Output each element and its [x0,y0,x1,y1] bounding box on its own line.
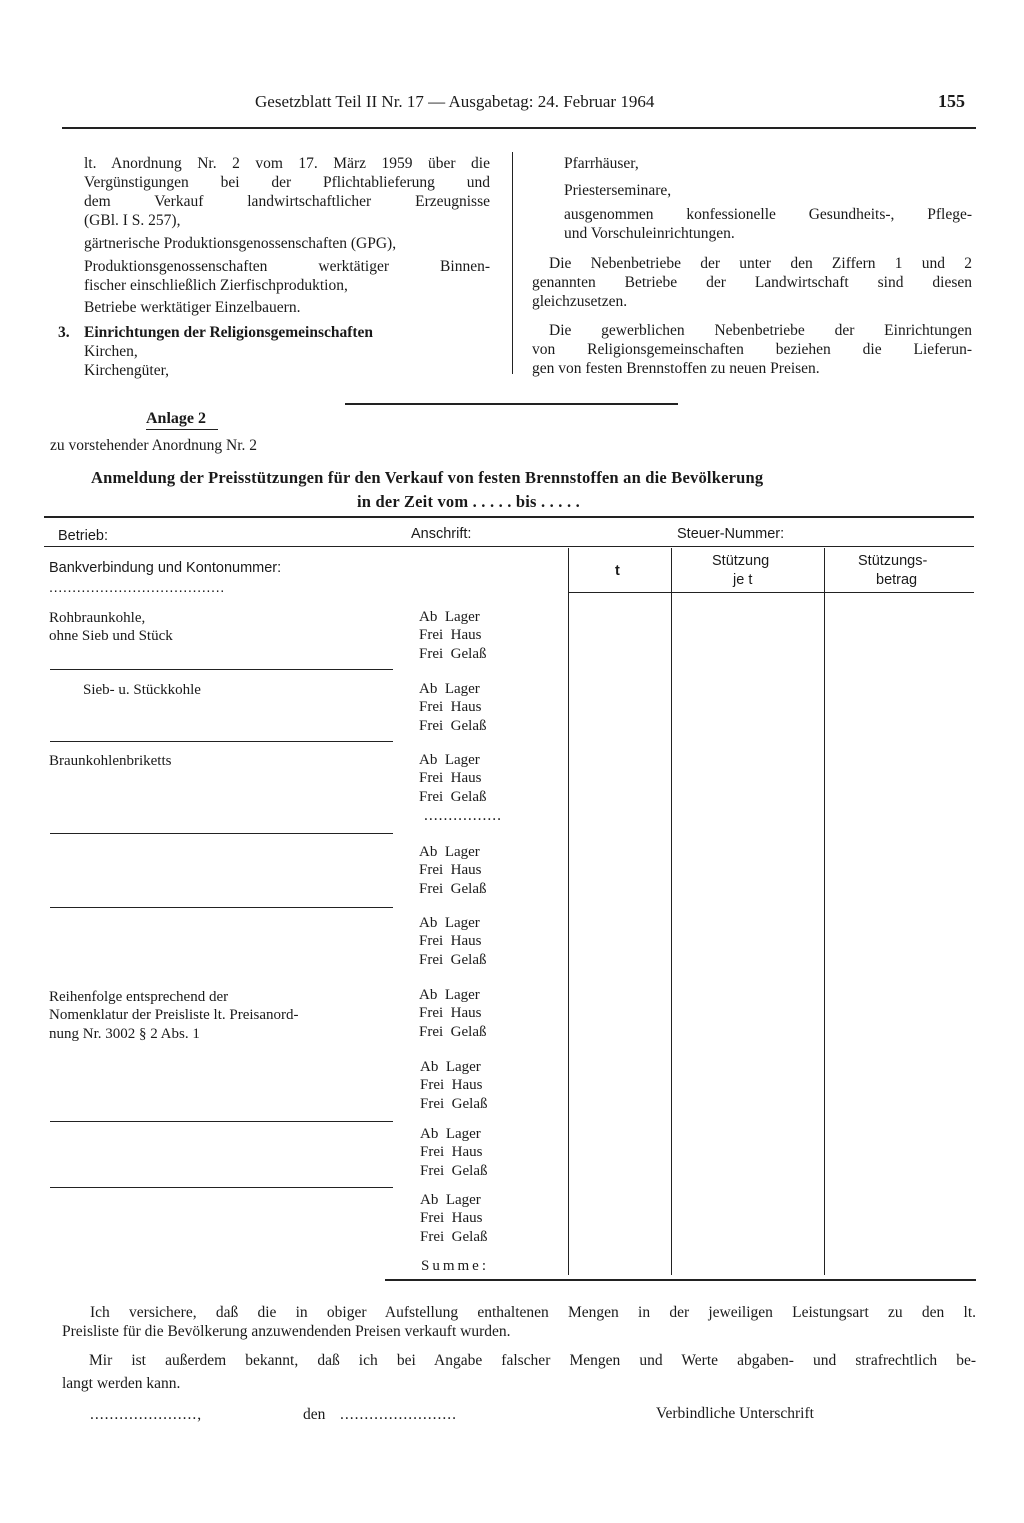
delivery-terms-9: Ab Lager Frei Haus Frei Gelaß [420,1192,488,1245]
row-rule-3 [50,833,393,834]
fuel-briketts: Braunkohlenbriketts [49,753,172,769]
bank-dots: ...................................... [49,580,225,596]
excluded-line-2: und Vorschuleinrichtungen. [564,225,735,242]
para1-line-2: genannten Betriebe der Landwirtschaft sind diesen [532,274,972,291]
delivery-terms-3: Ab Lager Frei Haus Frei Gelaß [419,752,487,805]
item-3-line-1: Kirchen, [84,343,138,360]
right-list-2: Priesterseminare, [564,182,672,199]
para1-line-3: gleichzusetzen. [532,293,628,310]
excluded-line-1: ausgenommen konfessionelle Gesundheits-, Pflege- [564,206,972,223]
declaration-line-1: Ich versichere, daß die in obiger Aufstellung enthaltenen Mengen in der jeweiligen Leistungsart zu den lt. [90,1304,976,1321]
left-line-4: (GBl. I S. 257), [84,212,181,229]
row-dots: ................ [424,807,502,824]
declaration-line-4: langt werden kann. [62,1375,181,1392]
para2-line-3: gen von festen Brennstoffen zu neuen Preisen. [532,360,820,377]
annex-underline [146,429,218,430]
fuel-reihenfolge: Reihenfolge entsprechend der Nomenklatur der Preisliste lt. Preisanord- nung Nr. 3002 § 2 Abs. 1 [49,989,299,1042]
row-rule-1 [50,669,393,670]
header-rule [62,127,976,129]
fuel-stueckkohle: Sieb- u. Stückkohle [83,682,201,698]
delivery-terms-1: Ab Lager Frei Haus Frei Gelaß [419,609,487,662]
delivery-terms-6: Ab Lager Frei Haus Frei Gelaß [419,987,487,1040]
col-header-je-t: je t [733,572,753,588]
item-3-line-2: Kirchengüter, [84,362,170,379]
left-line-3: dem Verkauf landwirtschaftlicher Erzeugnisse [84,193,490,210]
table-header-rule [44,546,974,547]
summe-label: Summe: [421,1258,490,1274]
left-line-1: lt. Anordnung Nr. 2 vom 17. März 1959 über die [84,155,490,172]
place-field: ......................, [90,1406,203,1423]
col-header-stuetzung: Stützung [712,553,770,569]
table-top-rule [44,516,974,518]
row-rule-6 [50,1187,393,1188]
fuel-rohbraunkohle: Rohbraunkohle, ohne Sieb und Stück [49,610,173,645]
left-line-7: fischer einschließlich Zierfischproduktion, [84,277,348,294]
row-rule-5 [50,1121,393,1122]
bank-label: Bankverbindung und Kontonummer: [49,560,282,576]
col-divider-1 [568,548,569,1275]
left-line-5: gärtnerische Produktionsgenossenschaften (GPG), [84,235,397,252]
para2-line-2: von Religionsgemeinschaften beziehen die Lieferun- [532,341,972,358]
form-title: Anmeldung der Preisstützungen für den Verkauf von festen Brennstoffen an die Bevölkerung [91,468,764,487]
date-field: ........................ [340,1406,457,1423]
item-3-number: 3. [58,324,70,341]
section-separator [345,403,678,405]
signature-label: Verbindliche Unterschrift [656,1405,814,1422]
delivery-terms-2: Ab Lager Frei Haus Frei Gelaß [419,681,487,734]
col-header-betrag: Stützungs- [858,553,928,569]
column-divider [512,152,513,374]
delivery-terms-4: Ab Lager Frei Haus Frei Gelaß [419,844,487,897]
left-line-6: Produktionsgenossenschaften werktätiger Binnen- [84,258,490,275]
anschrift-label: Anschrift: [411,526,472,542]
para1-line-1: Die Nebenbetriebe der unter den Ziffern 1 und 2 [549,255,972,272]
form-period: in der Zeit vom . . . . . bis . . . . . [357,492,580,511]
para2-line-1: Die gewerblichen Nebenbetriebe der Einrichtungen [549,322,972,339]
item-3-heading: Einrichtungen der Religionsgemeinschaften [84,324,374,341]
delivery-terms-5: Ab Lager Frei Haus Frei Gelaß [419,915,487,968]
left-line-2: Vergünstigungen bei der Pflichtablieferung und [84,174,490,191]
row-rule-2 [50,741,393,742]
page-number: 155 [938,91,965,111]
running-title: Gesetzblatt Teil II Nr. 17 — Ausgabetag: 24. Februar 1964 [255,92,655,111]
col-header-t: t [615,563,620,579]
declaration-line-3: Mir ist außerdem bekannt, daß ich bei Angabe falscher Mengen und Werte abgaben- und strafrechtlich be- [89,1352,976,1369]
row-rule-4 [50,907,393,908]
left-line-8: Betriebe werktätiger Einzelbauern. [84,299,301,316]
declaration-line-2: Preisliste für die Bevölkerung anzuwendenden Preisen verkauft wurden. [62,1323,511,1340]
col-divider-2 [671,548,672,1275]
den-label: den [303,1406,326,1423]
betrieb-label: Betrieb: [58,528,108,544]
delivery-terms-8: Ab Lager Frei Haus Frei Gelaß [420,1126,488,1179]
annex-reference: zu vorstehender Anordnung Nr. 2 [50,437,258,454]
table-bottom-rule [385,1279,976,1281]
steuer-label: Steuer-Nummer: [677,526,785,542]
table-colhead-rule [568,592,974,593]
delivery-terms-7: Ab Lager Frei Haus Frei Gelaß [420,1059,488,1112]
annex-label: Anlage 2 [146,410,206,427]
col-header-betrag-2: betrag [876,572,918,588]
right-list-1: Pfarrhäuser, [564,155,639,172]
col-divider-3 [824,548,825,1275]
